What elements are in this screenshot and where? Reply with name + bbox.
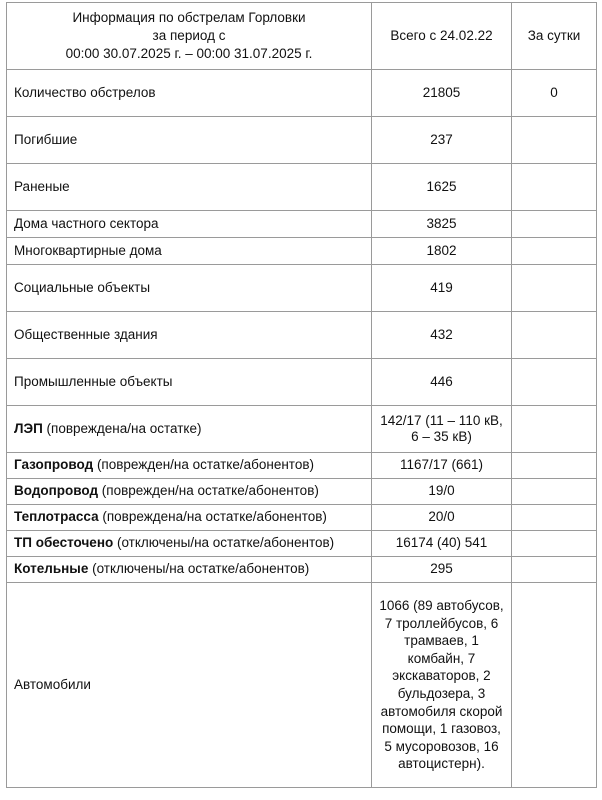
table-row xyxy=(7,479,597,505)
row-label-note: (поврежден/на остатке/абонентов) xyxy=(93,457,314,473)
row-label: Многоквартирные дома xyxy=(14,242,162,258)
row-label: Автомобили xyxy=(14,676,91,692)
row-day-value xyxy=(512,117,597,164)
row-label-cell xyxy=(7,117,372,164)
header-title-cell xyxy=(7,3,372,70)
row-day-value xyxy=(512,583,597,788)
table-row xyxy=(7,70,597,117)
header-title-line-1: Информация по обстрелам Горловки xyxy=(72,10,306,26)
row-day-value xyxy=(512,238,597,265)
row-label-cell xyxy=(7,70,372,117)
header-day-column: За сутки xyxy=(512,3,597,70)
table-row xyxy=(7,557,597,583)
row-label-note: (отключены/на остатке/абонентов) xyxy=(113,535,335,551)
row-label: Промышленные объекты xyxy=(14,373,173,389)
row-total-value: 16174 (40) 541 xyxy=(372,531,512,557)
table-row xyxy=(7,117,597,164)
row-label: Раненые xyxy=(14,178,70,194)
row-label-note: (поврежден/на остатке/абонентов) xyxy=(98,483,319,499)
table-row xyxy=(7,359,597,406)
row-label-cell xyxy=(7,531,372,557)
table-row xyxy=(7,583,597,788)
row-total-value: 3825 xyxy=(372,211,512,238)
row-day-value: 0 xyxy=(512,70,597,117)
table-row xyxy=(7,453,597,479)
row-label: Газопровод xyxy=(14,457,94,473)
row-label: Котельные xyxy=(14,561,89,577)
row-label: Погибшие xyxy=(14,131,78,147)
row-total-value: 1625 xyxy=(372,164,512,211)
table-row xyxy=(7,164,597,211)
table-row xyxy=(7,238,597,265)
row-total-value: 295 xyxy=(372,557,512,583)
row-total-value: 1066 (89 автобусов, 7 троллейбусов, 6 трамваев, 1 комбайн, 7 экскаваторов, 2 бульдозера, 3 автомобиля скорой помощи, 1 газовоз, 5 мусоровозов, 16 автоцистерн). xyxy=(372,583,512,788)
table-row xyxy=(7,531,597,557)
row-label-cell xyxy=(7,479,372,505)
row-day-value xyxy=(512,479,597,505)
row-label-cell xyxy=(7,359,372,406)
row-total-value: 446 xyxy=(372,359,512,406)
row-total-value: 142/17 (11 – 110 кВ, 6 – 35 кВ) xyxy=(372,406,512,453)
row-label-cell xyxy=(7,211,372,238)
row-day-value xyxy=(512,453,597,479)
row-label-cell xyxy=(7,164,372,211)
row-label-cell xyxy=(7,453,372,479)
row-total-value: 21805 xyxy=(372,70,512,117)
row-label-cell xyxy=(7,557,372,583)
table-row xyxy=(7,265,597,312)
header-title-line-2: за период с xyxy=(152,28,226,44)
row-label-cell xyxy=(7,583,372,788)
row-label-cell xyxy=(7,265,372,312)
row-label: ЛЭП xyxy=(14,420,43,436)
row-label: Дома частного сектора xyxy=(14,215,159,231)
row-total-value: 237 xyxy=(372,117,512,164)
row-day-value xyxy=(512,359,597,406)
row-day-value xyxy=(512,557,597,583)
row-label-cell xyxy=(7,406,372,453)
table-row xyxy=(7,312,597,359)
row-label-cell xyxy=(7,238,372,265)
row-label: Общественные здания xyxy=(14,326,158,342)
row-total-value: 20/0 xyxy=(372,505,512,531)
row-label: Количество обстрелов xyxy=(14,84,156,100)
shelling-statistics-table xyxy=(6,2,597,788)
table-row xyxy=(7,406,597,453)
row-label-cell xyxy=(7,505,372,531)
row-label-note: (отключены/на остатке/абонентов) xyxy=(88,561,310,577)
row-day-value xyxy=(512,531,597,557)
row-label: ТП обесточено xyxy=(14,535,114,551)
table-header-row xyxy=(7,3,597,70)
row-label: Водопровод xyxy=(14,483,99,499)
table-row xyxy=(7,505,597,531)
table-row xyxy=(7,211,597,238)
row-total-value: 1802 xyxy=(372,238,512,265)
row-day-value xyxy=(512,312,597,359)
row-label: Социальные объекты xyxy=(14,279,151,295)
row-label-note: (повреждена/на остатке/абонентов) xyxy=(98,509,327,525)
row-day-value xyxy=(512,265,597,312)
row-total-value: 1167/17 (661) xyxy=(372,453,512,479)
row-day-value xyxy=(512,406,597,453)
header-title-line-3: 00:00 30.07.2025 г. – 00:00 31.07.2025 г. xyxy=(65,45,313,61)
row-label-cell xyxy=(7,312,372,359)
table-body xyxy=(7,3,597,788)
row-label: Теплотрасса xyxy=(14,509,99,525)
row-day-value xyxy=(512,211,597,238)
row-day-value xyxy=(512,164,597,211)
row-total-value: 19/0 xyxy=(372,479,512,505)
row-total-value: 419 xyxy=(372,265,512,312)
header-total-column: Всего с 24.02.22 xyxy=(372,3,512,70)
row-total-value: 432 xyxy=(372,312,512,359)
row-day-value xyxy=(512,505,597,531)
row-label-note: (повреждена/на остатке) xyxy=(42,420,202,436)
